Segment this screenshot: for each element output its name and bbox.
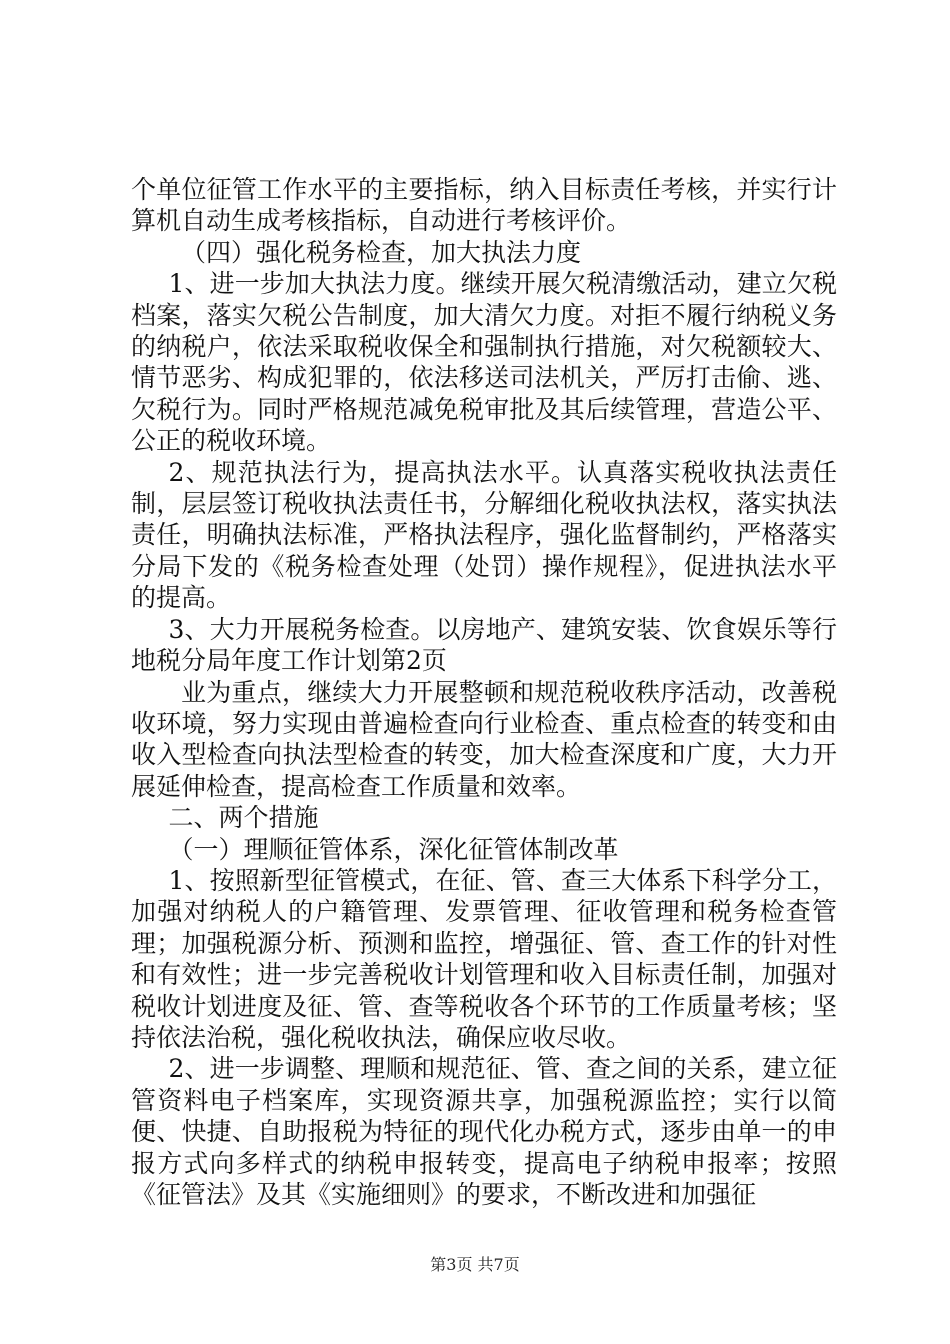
- paragraph-new-model: 1、按照新型征管模式，在征、管、查三大体系下科学分工，加强对纳税人的户籍管理、发票管理、征收管理和税务检查管理；加强税源分析、预测和监控，增强征、管、查工作的针对性和有效性；进一步完善税收计划管理和收入目标责任制，加强对税收计划进度及征、管、查等税收各个环节的工作质量考核；坚持依法治税，强化税收执法，确保应收尽收。: [131, 865, 837, 1052]
- section-heading-two-measures: 二、两个措施: [168, 803, 319, 833]
- document-body: [131, 174, 837, 1210]
- paragraph-adjust-relations: 2、进一步调整、理顺和规范征、管、查之间的关系，建立征管资料电子档案库，实现资源共享，加强税源监控；实行以简便、快捷、自助报税为特征的现代化办税方式，逐步由单一的申报方式向多样式的纳税申报转变，提高电子纳税申报率；按照《征管法》及其《实施细则》的要求，不断改进和加强征: [131, 1054, 837, 1209]
- paragraph-tax-inspection: 3、大力开展税务检查。以房地产、建筑安装、饮食娱乐等行地税分局年度工作计划第2页: [131, 614, 837, 676]
- paragraph-regulate-enforcement: 2、规范执法行为，提高执法水平。认真落实税收执法责任制，层层签订税收执法责任书，分解细化税收执法权，落实执法责任，明确执法标准，严格执法程序，强化监督制约，严格落实分局下发的《税务检查处理（处罚）操作规程》，促进执法水平的提高。: [131, 457, 837, 613]
- paragraph-enforcement: 1、进一步加大执法力度。继续开展欠税清缴活动，建立欠税档案，落实欠税公告制度，加大清欠力度。对拒不履行纳税义务的纳税户，依法采取税收保全和强制执行措施，对欠税额较大、情节恶劣、构成犯罪的，依法移送司法机关，严厉打击偷、逃、欠税行为。同时严格规范减免税审批及其后续管理，营造公平、公正的税收环境。: [131, 269, 837, 456]
- section-heading-1: （一）理顺征管体系，深化征管体制改革: [168, 834, 619, 864]
- section-heading-4: （四）强化税务检查，加大执法力度: [181, 237, 582, 267]
- paragraph-industry-focus: 业为重点，继续大力开展整顿和规范税收秩序活动，改善税收环境，努力实现由普遍检查向行业检查、重点检查的转变和由收入型检查向执法型检查的转变，加大检查深度和广度，大力开展延伸检查，提高检查工作质量和效率。: [131, 677, 837, 801]
- page-footer: 第3页 共7页: [430, 1255, 520, 1274]
- paragraph-1: 个单位征管工作水平的主要指标，纳入目标责任考核，并实行计算机自动生成考核指标，自动进行考核评价。: [131, 175, 837, 236]
